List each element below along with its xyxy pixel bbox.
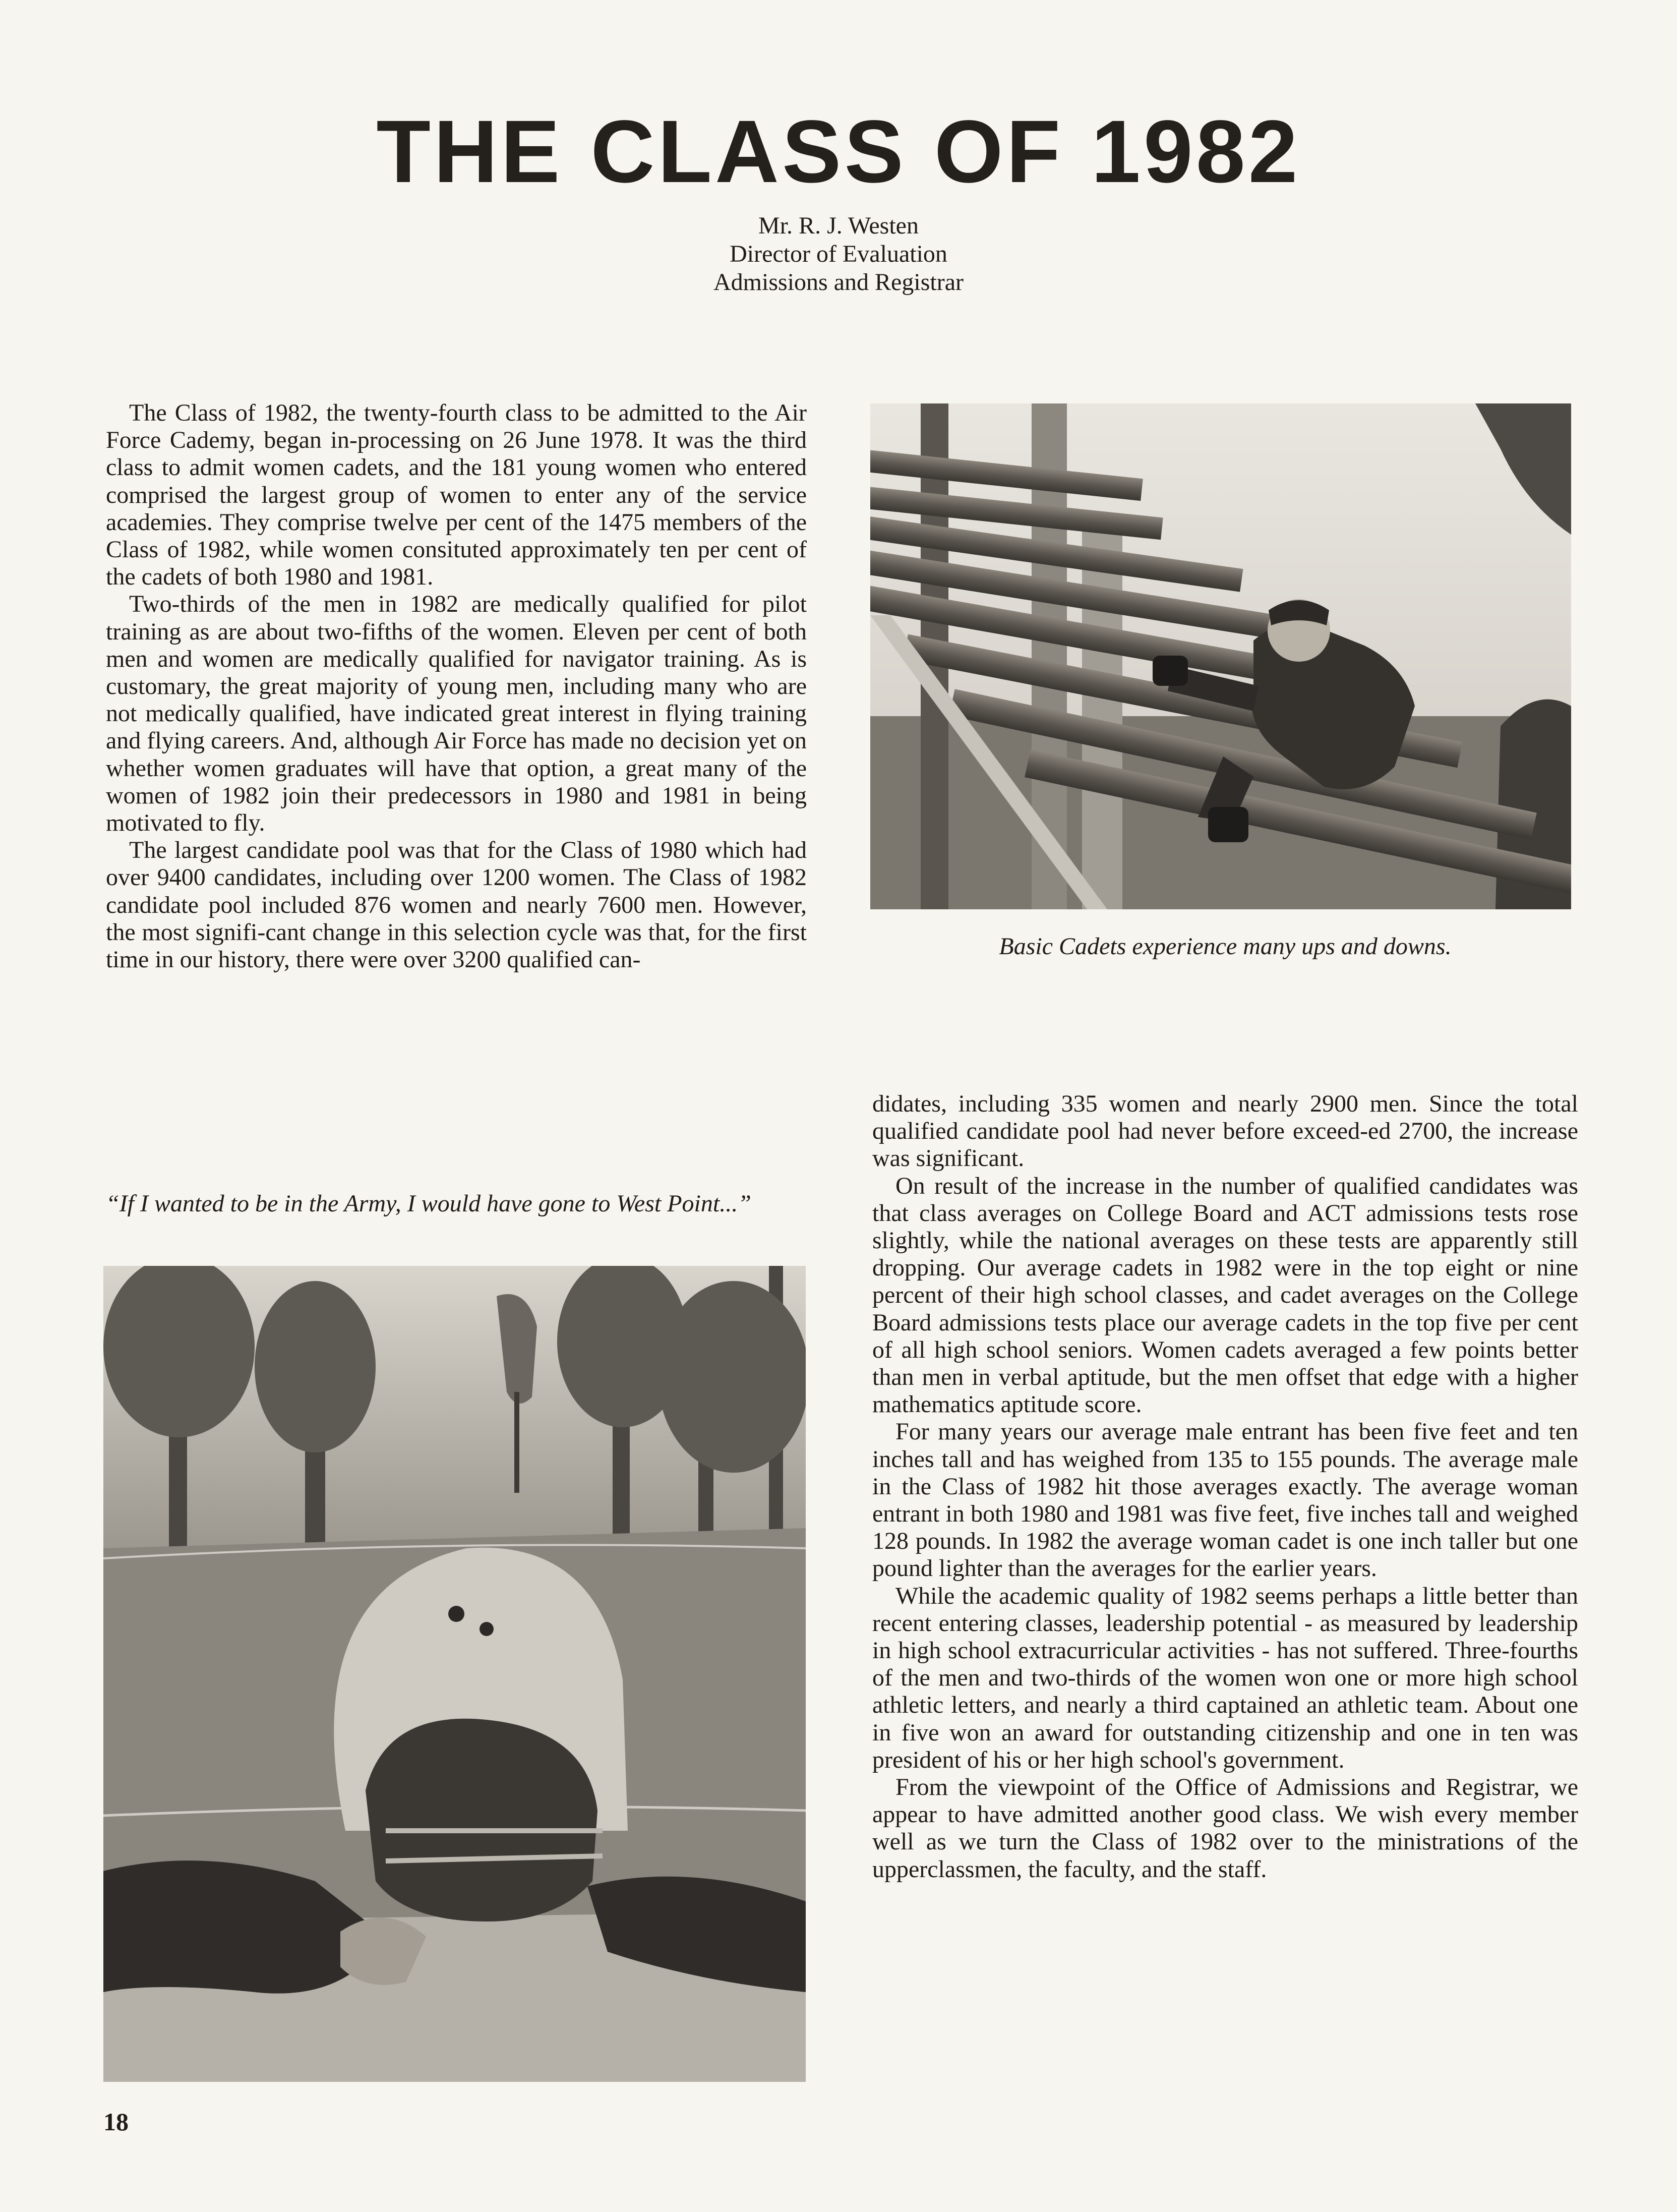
paragraph: The largest candidate pool was that for the Class of 1980 which had over 9400 candidates, including over 1200 women. The Class of 1982 candidate pool included 876 women and nearly 7600 men. However, the most signifi-cant change in this selection cycle was that, for the first time in our history, there were over 3200 qualified can- [106, 837, 807, 973]
byline [555, 212, 1122, 297]
author-position: Director of Evaluation [730, 241, 947, 267]
right-column-text [872, 1090, 1578, 1883]
paragraph: While the academic quality of 1982 seems perhaps a little better than recent entering classes, leadership potential - as measured by leadership in high school extracurricular activities - has not suffered. Three-fourths of the men and two-thirds of the women won one or more high school athletic letters, and nearly a third captained an athletic team. About one in five won an award for outstanding citizenship and one in ten was president of his or her high school's government. [872, 1582, 1578, 1773]
paragraph: For many years our average male entrant has been five feet and ten inches tall and has weighed from 135 to 155 pounds. The average male in the Class of 1982 hit those averages exactly. The average woman entrant in both 1980 and 1981 was five feet, five inches tall and weighed 128 pounds. In 1982 the average woman cadet is one inch taller but one pound lighter than the averages for the earlier years. [872, 1418, 1578, 1582]
page-number: 18 [103, 2108, 129, 2136]
author-name: Mr. R. J. Westen [758, 212, 919, 239]
photo-caption: Basic Cadets experience many ups and downs. [999, 933, 1452, 960]
paragraph: didates, including 335 women and nearly 2900 men. Since the total qualified candidate pool had never before exceed-ed 2700, the increase was significant. [872, 1090, 1578, 1172]
photo-cadet-crawling [103, 1266, 806, 2082]
photo-cadet-log-obstacle [870, 403, 1571, 909]
left-column-text [106, 399, 807, 973]
paragraph: On result of the increase in the number of qualified candidates was that class averages on College Board and ACT admissions tests rose slightly, while the national averages on these tests are apparently still dropping. Our average cadets in 1982 were in the top eight or nine percent of their high school classes, and cadet averages on the College Board admissions tests place our average cadets in the top five per cent of all high school seniors. Women cadets averaged a few points better than men in verbal aptitude, but the men offset that edge with a higher mathematics aptitude score. [872, 1172, 1578, 1418]
paragraph: Two-thirds of the men in 1982 are medically qualified for pilot training as are about two-fifths of the women. Eleven per cent of both men and women are medically qualified for navigator training. As is customary, the great majority of young men, including many who are not medically qualified, have indicated great interest in flying training and flying careers. And, although Air Force has made no decision yet on whether women graduates will have that option, a great many of the women of 1982 join their predecessors in 1980 and 1981 in being motivated to fly. [106, 591, 807, 837]
article-title: THE CLASS OF 1982 [376, 102, 1301, 201]
author-department: Admissions and Registrar [713, 269, 964, 296]
quote-caption: “If I wanted to be in the Army, I would have gone to West Point...” [106, 1190, 751, 1217]
paragraph: From the viewpoint of the Office of Admissions and Registrar, we appear to have admitted another good class. We wish every member well as we turn the Class of 1982 over to the ministrations of the upperclassmen, the faculty, and the staff. [872, 1774, 1578, 1883]
paragraph: The Class of 1982, the twenty-fourth class to be admitted to the Air Force Cademy, began in-processing on 26 June 1978. It was the third class to admit women cadets, and the 181 young women who entered comprised the largest group of women to enter any of the service academies. They comprise twelve per cent of the 1475 members of the Class of 1982, while women consituted approximately ten per cent of the cadets of both 1980 and 1981. [106, 399, 807, 591]
